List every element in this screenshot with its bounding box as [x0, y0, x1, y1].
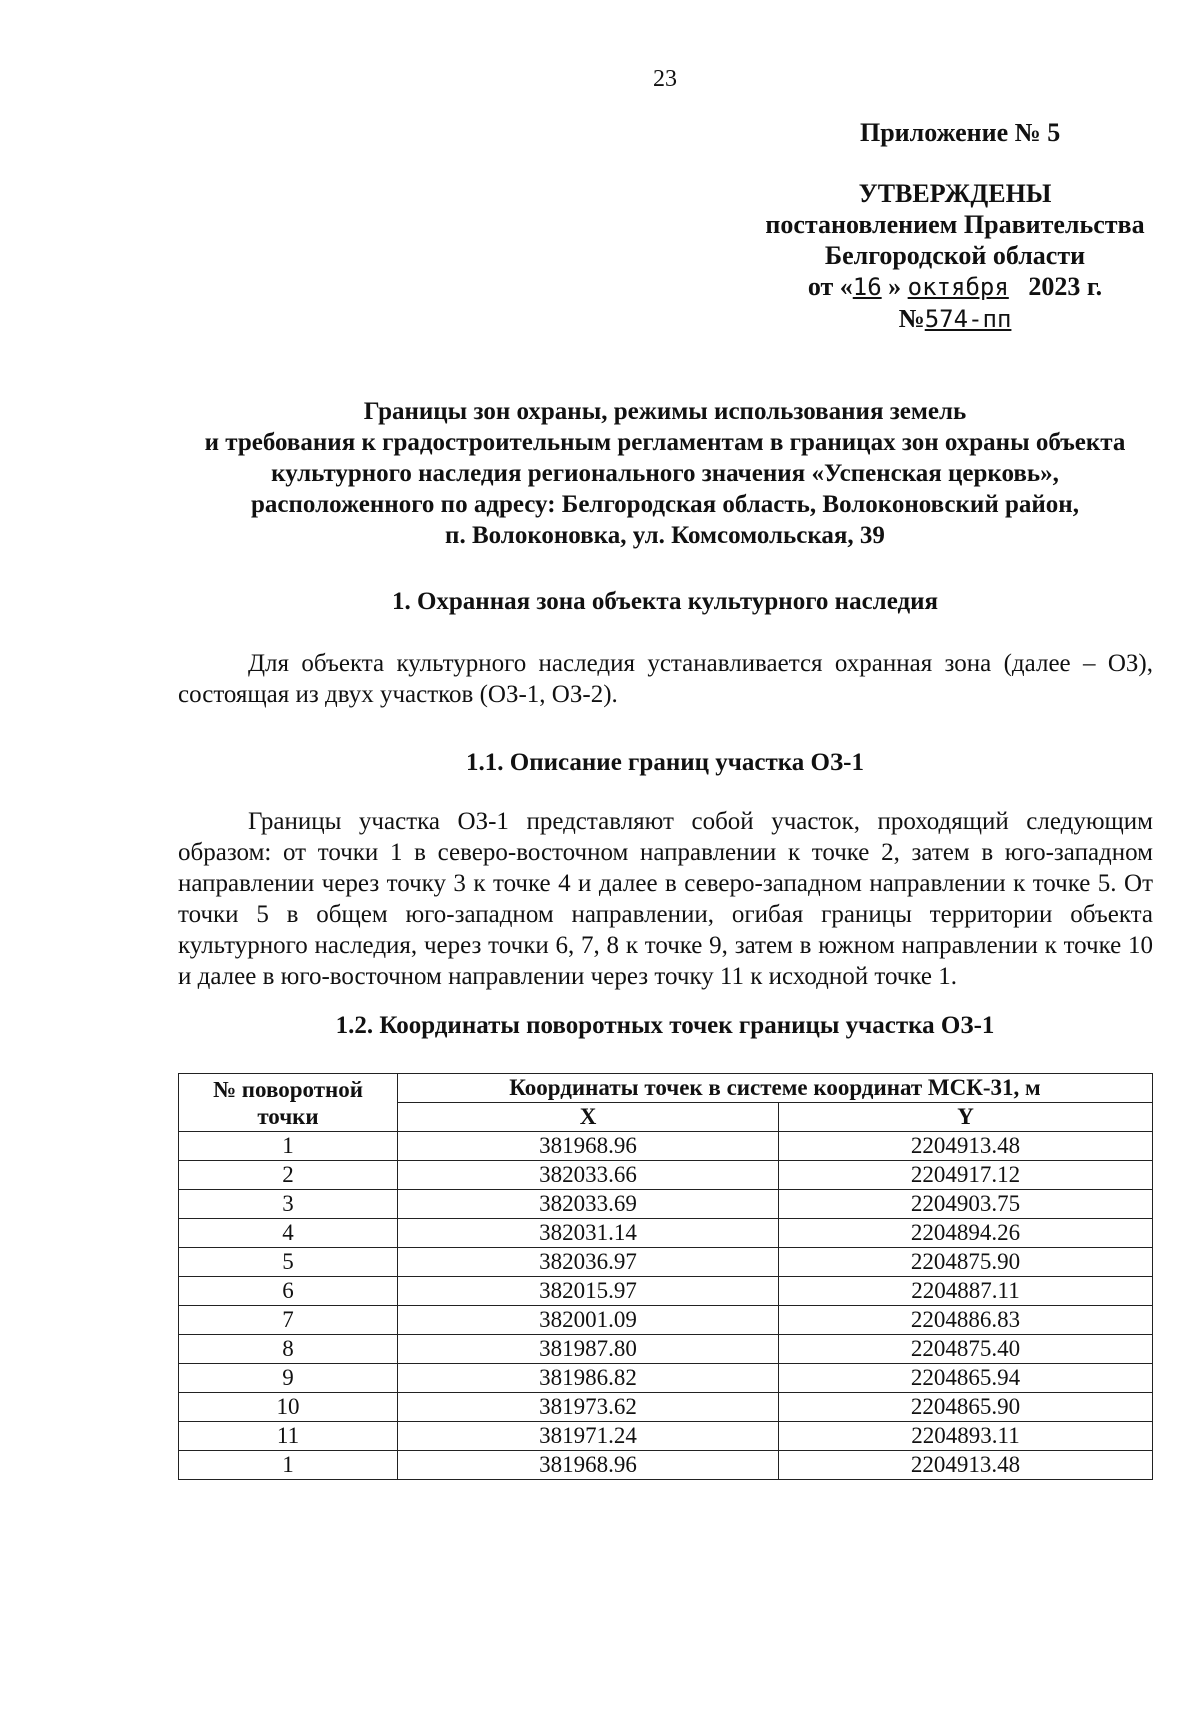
table-row [179, 1335, 1153, 1364]
table-row [179, 1190, 1153, 1219]
page-number: 23 [653, 66, 677, 92]
table-row [179, 1248, 1153, 1277]
coordinates-table [178, 1073, 1153, 1480]
coord-x: 382001.09 [398, 1306, 779, 1335]
appendix-label: Приложение № 5 [860, 118, 1061, 147]
date-mid: » [888, 272, 902, 301]
point-number: 3 [179, 1190, 398, 1219]
coord-y: 2204913.48 [779, 1132, 1153, 1161]
table-row [179, 1161, 1153, 1190]
date-prefix: от « [807, 272, 853, 301]
point-number: 9 [179, 1364, 398, 1393]
point-number: 11 [179, 1422, 398, 1451]
coord-x: 382036.97 [398, 1248, 779, 1277]
table-row [179, 1277, 1153, 1306]
coord-y: 2204886.83 [779, 1306, 1153, 1335]
coord-x: 382033.66 [398, 1161, 779, 1190]
approval-number [745, 303, 1165, 335]
coord-y: 2204865.94 [779, 1364, 1153, 1393]
point-number: 8 [179, 1335, 398, 1364]
coord-y: 2204875.40 [779, 1335, 1153, 1364]
section-1-1-paragraph [178, 806, 1153, 992]
title-line: п. Волоконовка, ул. Комсомольская, 39 [445, 522, 885, 549]
coord-y: 2204913.48 [779, 1451, 1153, 1480]
coord-x: 382015.97 [398, 1277, 779, 1306]
table-row [179, 1132, 1153, 1161]
col-x-header: X [398, 1103, 779, 1132]
section-1-paragraph [178, 648, 1153, 710]
point-number: 4 [179, 1219, 398, 1248]
col-coords-header: Координаты точек в системе координат МСК-31, м [398, 1074, 1153, 1103]
coord-x: 382031.14 [398, 1219, 779, 1248]
coord-x: 381971.24 [398, 1422, 779, 1451]
title-line: и требования к градостроительным регламентам в границах зон охраны объекта [204, 429, 1126, 456]
number-prefix: № [898, 304, 925, 333]
section-1-heading: 1. Охранная зона объекта культурного наследия [391, 588, 939, 615]
title-line: расположенного по адресу: Белгородская область, Волоконовский район, [251, 491, 1079, 518]
date-year: 2023 г. [1028, 272, 1103, 301]
section-1-1-heading: 1.1. Описание границ участка ОЗ-1 [466, 749, 864, 776]
col-y-header: Y [779, 1103, 1153, 1132]
coord-x: 381986.82 [398, 1364, 779, 1393]
coord-x: 381973.62 [398, 1393, 779, 1422]
point-number: 10 [179, 1393, 398, 1422]
coord-x: 381968.96 [398, 1451, 779, 1480]
date-month: октября [907, 273, 1009, 301]
table-row [179, 1422, 1153, 1451]
coord-x: 382033.69 [398, 1190, 779, 1219]
coord-y: 2204865.90 [779, 1393, 1153, 1422]
coord-y: 2204893.11 [779, 1422, 1153, 1451]
approval-block [745, 178, 1165, 335]
section-1-1-text: Границы участка ОЗ-1 представляют собой участок, проходящий следующим образом: от точки 1 в северо-восточном направлении к точке 2, затем в юго-западном направлении через точку 3 к точке 4 и далее в северо-западном направлении к точке 5. От точки 5 в общем юго-западном направлении, огибая границы территории объекта культурного наследия, через точки 6, 7, 8 к точке 9, затем в южном направлении к точке 10 и далее в юго-восточном направлении через точку 11 к исходной точке 1. [178, 808, 1153, 990]
table-row [179, 1364, 1153, 1393]
coord-y: 2204917.12 [779, 1161, 1153, 1190]
coord-y: 2204875.90 [779, 1248, 1153, 1277]
table-row [179, 1393, 1153, 1422]
point-number: 2 [179, 1161, 398, 1190]
point-number: 6 [179, 1277, 398, 1306]
coord-y: 2204903.75 [779, 1190, 1153, 1219]
point-number: 1 [179, 1132, 398, 1161]
table-row [179, 1219, 1153, 1248]
point-number: 5 [179, 1248, 398, 1277]
approved-by-line2: Белгородской области [824, 241, 1086, 270]
number-value: 574-пп [924, 305, 1012, 333]
approval-date [745, 271, 1165, 303]
coord-x: 381968.96 [398, 1132, 779, 1161]
section-1-2-heading: 1.2. Координаты поворотных точек границы участка ОЗ-1 [335, 1012, 995, 1039]
coord-y: 2204887.11 [779, 1277, 1153, 1306]
section-1-text: Для объекта культурного наследия устанавливается охранная зона (далее – ОЗ), состоящая из двух участков (ОЗ-1, ОЗ-2). [178, 650, 1153, 708]
document-title [160, 396, 1170, 551]
table-row [179, 1306, 1153, 1335]
title-line: Границы зон охраны, режимы использования земель [363, 398, 967, 425]
point-number: 7 [179, 1306, 398, 1335]
approved-label: УТВЕРЖДЕНЫ [858, 179, 1052, 208]
point-number: 1 [179, 1451, 398, 1480]
approved-by-line1: постановлением Правительства [765, 210, 1145, 239]
coord-x: 381987.80 [398, 1335, 779, 1364]
col-point-header: № поворотной точки [179, 1074, 398, 1132]
date-day: 16 [852, 273, 882, 301]
table-row [179, 1451, 1153, 1480]
title-line: культурного наследия регионального значения «Успенская церковь», [271, 460, 1059, 487]
coord-y: 2204894.26 [779, 1219, 1153, 1248]
